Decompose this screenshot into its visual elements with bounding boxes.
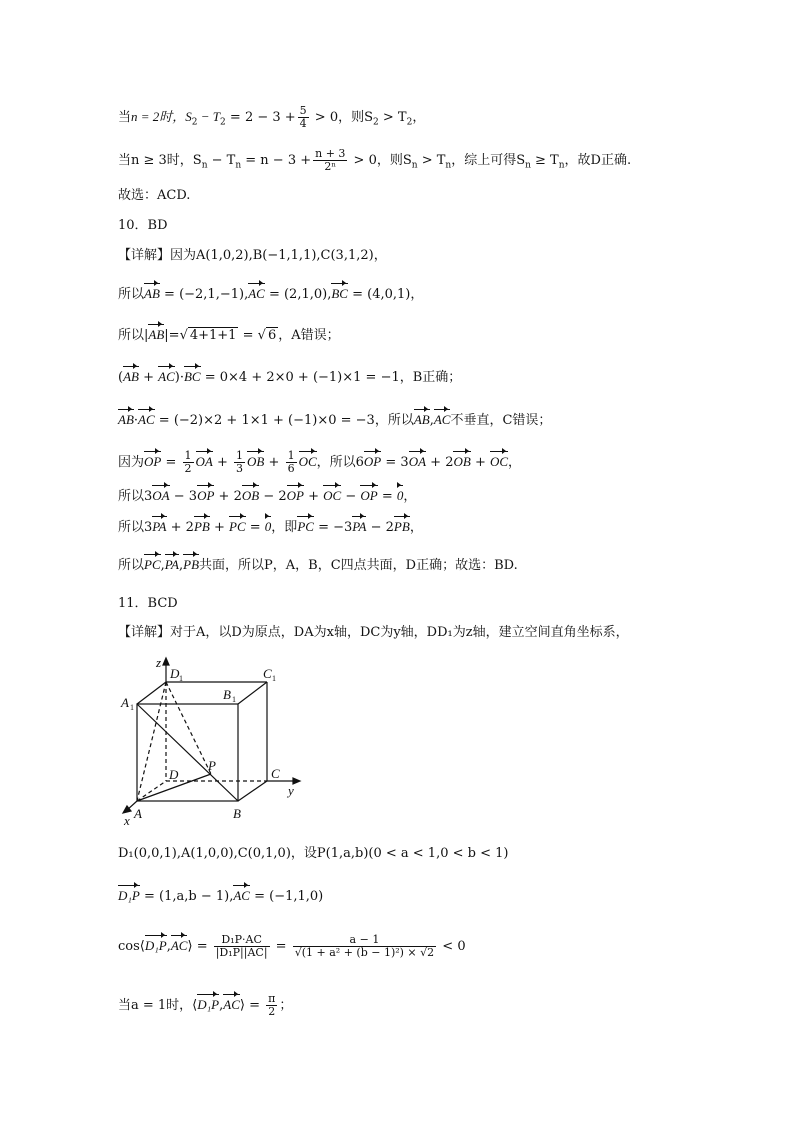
edge-B-C [238, 781, 267, 801]
cube-figure [112, 650, 312, 830]
dot-product-c: AB·AC = (−2)×2 + 1×1 + (−1)×0 = −3，所以AB,AC不垂直，C错误； [118, 412, 552, 428]
label-A1-sub: 1 [130, 703, 134, 712]
norm-line: 所以|AB|=√ 4+1+1 = √ 6 ，A错误； [118, 327, 340, 343]
label-P: P [208, 758, 216, 773]
fraction: $\frac{n + 3}{\text{2ⁿ}}$ [315, 147, 346, 173]
label-B1-sub: 1 [232, 695, 236, 704]
label-B1: B [223, 687, 231, 702]
label-z: z [156, 655, 162, 670]
segment-D1-P [166, 682, 211, 774]
pa-pb-pc-line: 所以3PA + 2PB + PC = 0，即PC = −3PA − 2PB， [118, 519, 423, 535]
line-n3: 当n ≥ 3时，$S_n - T_n = n - 3$ + $\frac{n + 3}{\text{2ⁿ}}$ > 0，则$S_n > T_n$，综上可得$S_n \ge T_n$，故D正确. [118, 147, 632, 173]
z-arrow [163, 658, 169, 665]
vector-d1p-line: D₁P = (1,a,b − 1),AC = (−1,1,0) [118, 888, 324, 904]
sum-zero-line: 所以3OA − 3OP + 2OB − 2OP + OC − OP = 0， [118, 488, 417, 504]
label-C1: C [263, 666, 272, 681]
op-line: 因为OP = $\frac{1}{2}$ OA + $\frac{1}{3}$ OB + $\frac{1}{6}$ OC，所以6OP = 3OA + 2OB + OC， [118, 449, 522, 475]
vectors-line: 所以AB = (−2,1,−1),AC = (2,1,0),BC = (4,0,1)， [118, 286, 424, 302]
detail-11: 【详解】对于A，以D为原点，DA为x轴，DC为y轴，DD₁为z轴，建立空间直角坐标系， [118, 625, 629, 640]
label-D1: D [170, 666, 180, 681]
label-D: D [169, 767, 179, 782]
line-n2: 当n = 2时，$S_2 - T_2 = 2 - 3$ + $\frac{5}{4}$ > 0，则$S_2 > T_2$， [118, 104, 426, 130]
question-11-heading: 11．BCD [118, 596, 178, 611]
coordinates-line: D₁(0,0,1),A(1,0,0),C(0,1,0)，设P(1,a,b)(0 < a < 1,0 < b < 1) [118, 846, 509, 861]
label-x: x [124, 813, 130, 828]
answer-9: 故选：ACD. [118, 188, 191, 203]
label-y: y [288, 783, 294, 798]
edge-A1-D1 [137, 682, 166, 704]
coplanar-line: 所以PC,PA,PB共面，所以P，A，B，C四点共面，D正确；故选：BD. [118, 557, 518, 573]
cosine-line: cos⟨D₁P,AC⟩ = $\frac{\text{D₁P·AC}}{\text{|D₁P||AC|}}$ = $\frac{a - 1}{\text{√(1 + a² + (b − 1)²) × √2}}$ < 0 [118, 933, 466, 959]
label-A1: A [121, 695, 129, 710]
dot-product-b: (AB + AC)·BC = 0×4 + 2×0 + (−1)×1 = −1，B正确； [118, 369, 462, 385]
label-D1-sub: 1 [179, 674, 183, 683]
edge-D1-A [137, 682, 166, 801]
fraction: $\frac{5}{4}$ [299, 104, 307, 130]
edge-A1-B [137, 704, 238, 801]
angle-line: 当a = 1时，⟨D₁P,AC⟩ = $\frac{\pi}{2}$ ； [118, 992, 293, 1018]
label-C1-sub: 1 [272, 674, 276, 683]
question-10-heading: 10．BD [118, 218, 168, 233]
detail-10: 【详解】因为A(1,0,2),B(−1,1,1),C(3,1,2)， [118, 248, 387, 263]
edge-B1-C1 [238, 682, 267, 704]
label-A: A [134, 806, 142, 821]
edge-A-D [137, 781, 166, 801]
label-C: C [271, 766, 280, 781]
y-arrow [293, 778, 300, 784]
label-B: B [233, 806, 241, 821]
